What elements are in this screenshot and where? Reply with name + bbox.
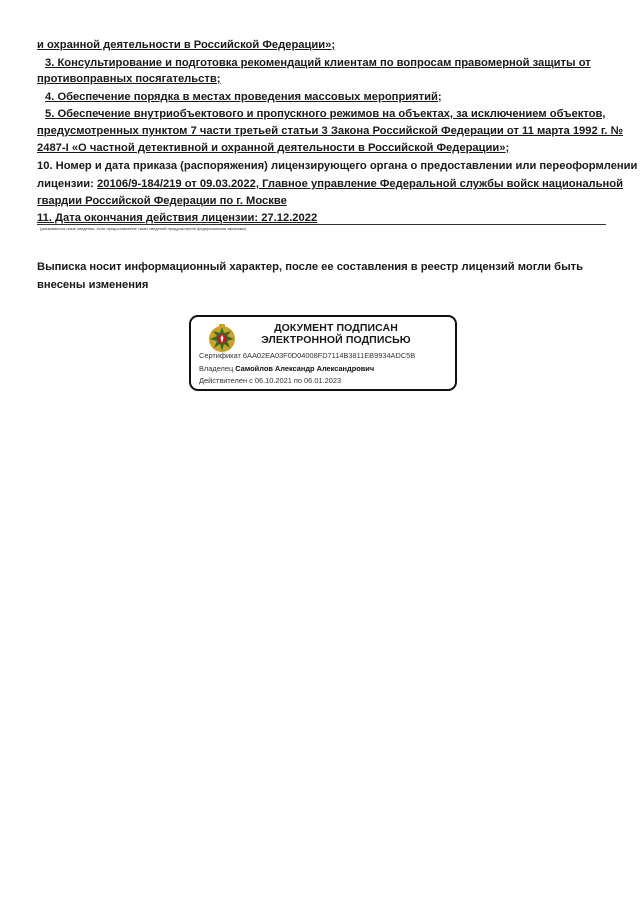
order-value: 20106/9-184/219 от 09.03.2022, Главное управление Федеральной службы войск национальной (97, 178, 624, 190)
activity-item-4: 4. Обеспечение порядка в местах проведения массовых мероприятий; (45, 91, 442, 103)
certificate-label: Сертификат (199, 351, 243, 360)
validity-line: Действителен с 06.10.2021 по 06.01.2023 (199, 376, 342, 385)
field-underline (37, 224, 606, 225)
order-heading: 10. Номер и дата приказа (распоряжения) лицензирующего органа о предоставлении или переоформлении (37, 160, 638, 172)
order-authority: гвардии Российской Федерации по г. Москве (37, 195, 287, 207)
activity-item-3: 3. Консультирование и подготовка рекомендаций клиентам по вопросам правомерной защиты от (45, 57, 591, 69)
stamp-title-line-2: ЭЛЕКТРОННОЙ ПОДПИСЬЮ (261, 334, 411, 346)
activity-item-5: 5. Обеспечение внутриобъектового и пропускного режимов на объектах, за исключением объектов, (45, 108, 606, 120)
activity-item-5-cont-2: 2487-I «О частной детективной и охранной деятельности в Российской Федерации»; (37, 142, 510, 154)
activity-line-1: и охранной деятельности в Российской Федерации»; (37, 39, 336, 51)
expiry-date (37, 211, 317, 225)
owner-line (199, 364, 374, 373)
e-signature-stamp (189, 315, 457, 391)
certificate-line (199, 351, 415, 360)
expiry-label: 11. Дата окончания действия лицензии: (37, 212, 262, 224)
summary-note: Выписка носит информационный характер, после ее составления в реестр лицензий могли быть внесены изменения (37, 261, 583, 291)
stamp-title-line-1: ДОКУМЕНТ ПОДПИСАН (274, 322, 398, 334)
activity-item-5-cont-1: предусмотренных пунктом 7 части третьей статьи 3 Закона Российской Федерации от 11 марта 1992 г. № (37, 125, 624, 137)
certificate-value: 6AA02EA03F0D04008FD7114B3811EB9934ADC5B (242, 351, 416, 360)
footnote: (указываются иные сведения, если предоставление таких сведений предусмотрено федеральными законами) (40, 226, 247, 231)
owner-value: Самойлов Александр Александрович (235, 364, 375, 373)
activity-item-3-cont: противоправных посягательств; (37, 73, 221, 85)
stamp-title (231, 322, 441, 346)
order-details (37, 177, 623, 191)
expiry-value: 27.12.2022 (261, 212, 318, 224)
owner-label: Владелец (199, 364, 236, 373)
order-label: лицензии: (37, 178, 97, 190)
